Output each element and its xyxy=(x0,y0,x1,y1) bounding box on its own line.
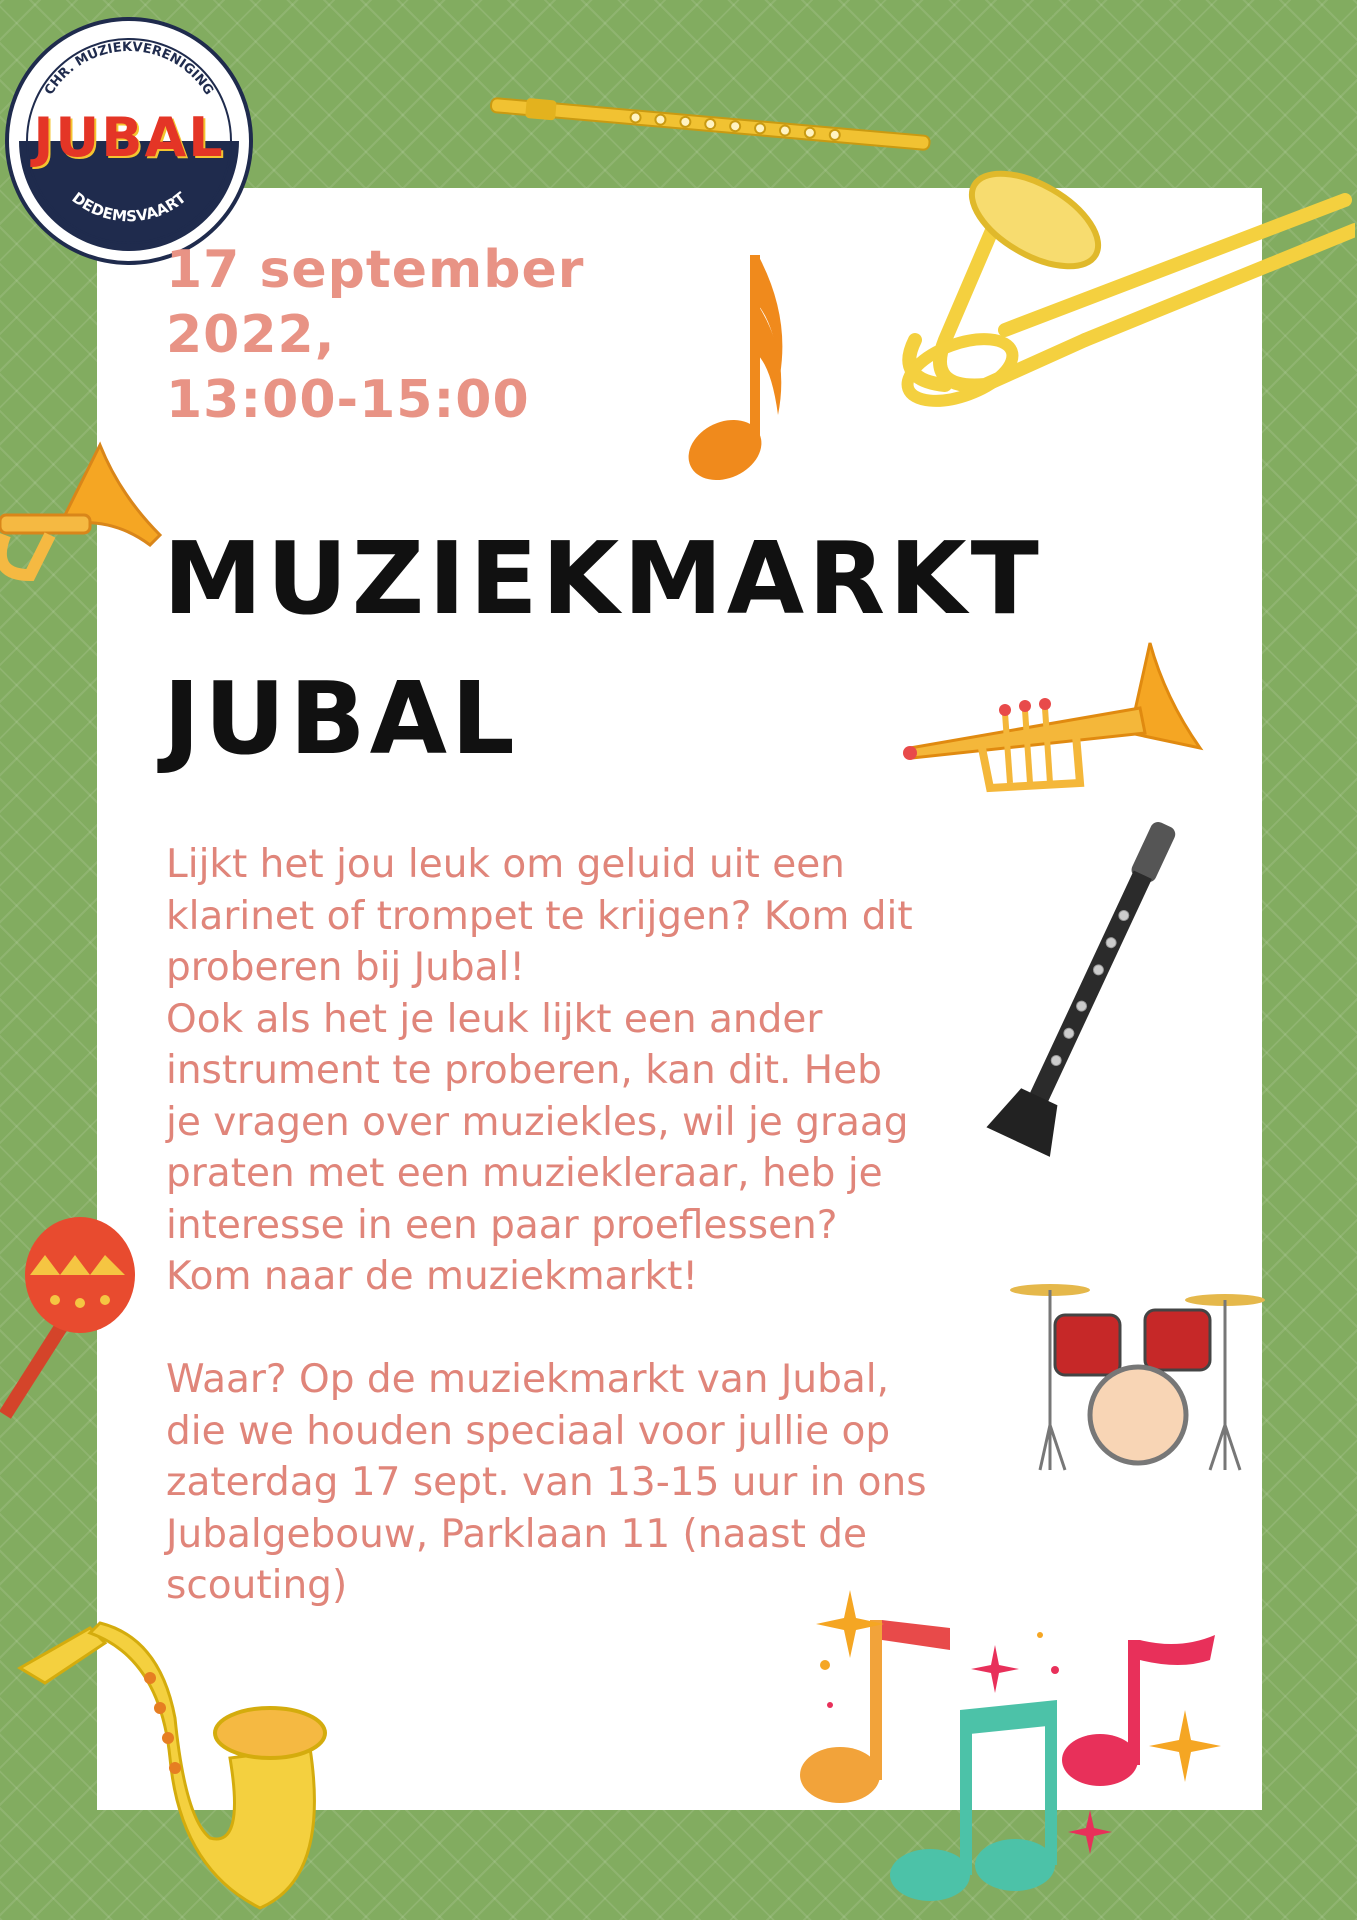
eighth-note-icon xyxy=(680,235,790,485)
saxophone-icon xyxy=(10,1598,340,1920)
body-line: Jubalgebouw, Parklaan 11 (naast de xyxy=(166,1511,868,1557)
flute-icon xyxy=(485,92,935,162)
body-line: Waar? Op de muziekmarkt van Jubal, xyxy=(166,1357,889,1402)
sparkle-icon xyxy=(810,1590,1230,1890)
trumpet-icon xyxy=(0,435,165,595)
body-line: zaterdag 17 sept. van 13-15 uur in ons xyxy=(166,1460,927,1505)
maraca-icon xyxy=(0,1215,145,1425)
title-line-1: MUZIEKMARKT xyxy=(163,520,1043,637)
body-line: scouting) xyxy=(166,1563,348,1608)
logo-name: JUBAL xyxy=(33,106,225,169)
body-line: interesse in een paar proeflessen? xyxy=(166,1202,838,1248)
date-line-3: 13:00-15:00 xyxy=(166,370,530,430)
body-line: je vragen over muziekles, wil je graag xyxy=(166,1099,909,1145)
jubal-logo xyxy=(4,16,254,266)
trumpet-small-icon xyxy=(900,638,1210,798)
drum-kit-icon xyxy=(1010,1275,1265,1475)
logo-bottom-text: DEDEMSVAART xyxy=(68,188,190,226)
body-line: Ook als het je leuk lijkt een ander xyxy=(166,996,823,1042)
body-line: instrument te proberen, kan dit. Heb xyxy=(166,1048,882,1093)
body-line: die we houden speciaal voor jullie op xyxy=(166,1408,891,1454)
logo-top-text: CHR. MUZIEKVERENIGING xyxy=(41,39,217,98)
body-line: praten met een muziekleraar, heb je xyxy=(166,1151,883,1196)
body-line: proberen bij Jubal! xyxy=(166,945,525,990)
title-line-2: JUBAL xyxy=(163,660,519,777)
date-line-2: 2022, xyxy=(166,305,336,365)
body-line: klarinet of trompet te krijgen? Kom dit xyxy=(166,893,913,939)
body-line: Kom naar de muziekmarkt! xyxy=(166,1254,699,1299)
trombone-icon xyxy=(885,160,1355,450)
body-line: Lijkt het jou leuk om geluid uit een xyxy=(166,842,845,887)
clarinet-icon xyxy=(985,808,1195,1168)
date-line-1: 17 september xyxy=(166,240,585,300)
